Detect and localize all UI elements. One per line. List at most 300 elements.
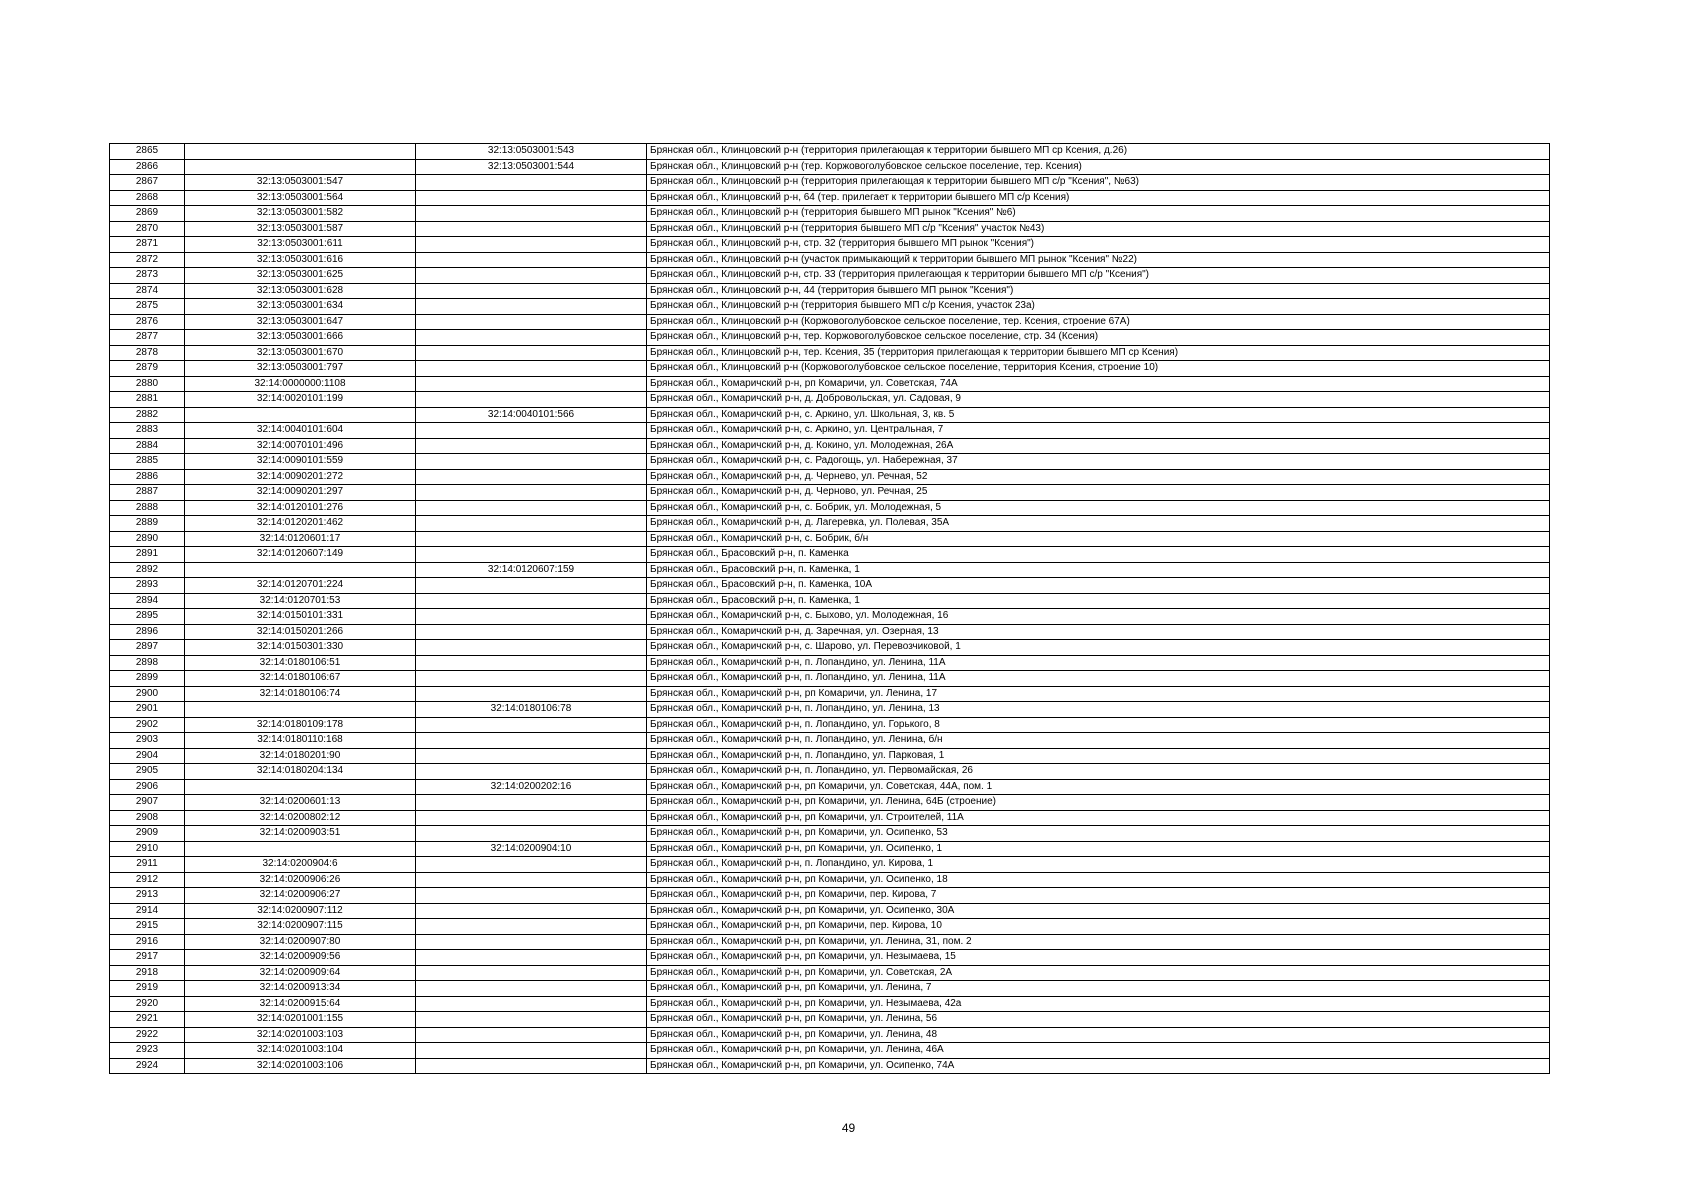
- cadastral-number-cell: 32:14:0200909:56: [185, 950, 416, 966]
- row-number-cell: 2874: [110, 283, 185, 299]
- cadastral-number-alt-cell: [416, 175, 647, 191]
- row-number-cell: 2914: [110, 903, 185, 919]
- row-number-cell: 2871: [110, 237, 185, 253]
- table-row: [110, 624, 1550, 640]
- cadastral-number-cell: 32:14:0120201:462: [185, 516, 416, 532]
- table-row: [110, 609, 1550, 625]
- cadastral-number-cell: 32:13:0503001:625: [185, 268, 416, 284]
- cadastral-number-cell: 32:13:0503001:564: [185, 190, 416, 206]
- row-number-cell: 2872: [110, 252, 185, 268]
- address-cell: Брянская обл., Комаричский р-н, п. Лопандино, ул. Первомайская, 26: [647, 764, 1550, 780]
- table-row: [110, 206, 1550, 222]
- cadastral-number-cell: 32:14:0200913:34: [185, 981, 416, 997]
- cadastral-number-alt-cell: [416, 299, 647, 315]
- cadastral-number-cell: 32:14:0180110:168: [185, 733, 416, 749]
- table-row: [110, 888, 1550, 904]
- address-cell: Брянская обл., Комаричский р-н, д. Лагеревка, ул. Полевая, 35А: [647, 516, 1550, 532]
- cadastral-number-cell: 32:14:0120607:149: [185, 547, 416, 563]
- row-number-cell: 2921: [110, 1012, 185, 1028]
- cadastral-number-alt-cell: [416, 919, 647, 935]
- cadastral-number-cell: 32:13:0503001:628: [185, 283, 416, 299]
- row-number-cell: 2904: [110, 748, 185, 764]
- cadastral-number-alt-cell: 32:14:0200202:16: [416, 779, 647, 795]
- cadastral-number-cell: 32:14:0200915:64: [185, 996, 416, 1012]
- table-row: [110, 996, 1550, 1012]
- address-cell: Брянская обл., Комаричский р-н, рп Комаричи, пер. Кирова, 7: [647, 888, 1550, 904]
- address-cell: Брянская обл., Клинцовский р-н, стр. 33 (территория прилегающая к территории бывшего МП с/р "Ксения"): [647, 268, 1550, 284]
- cadastral-number-cell: [185, 702, 416, 718]
- row-number-cell: 2913: [110, 888, 185, 904]
- table-row: [110, 268, 1550, 284]
- row-number-cell: 2870: [110, 221, 185, 237]
- table-row: [110, 407, 1550, 423]
- address-cell: Брянская обл., Клинцовский р-н (территория прилегающая к территории бывшего МП ср Ксения, д.26): [647, 144, 1550, 160]
- cadastral-number-alt-cell: [416, 593, 647, 609]
- address-cell: Брянская обл., Клинцовский р-н, 44 (территория бывшего МП рынок "Ксения"): [647, 283, 1550, 299]
- row-number-cell: 2865: [110, 144, 185, 160]
- table-row: [110, 454, 1550, 470]
- cadastral-number-cell: 32:13:0503001:797: [185, 361, 416, 377]
- cadastral-number-cell: 32:14:0020101:199: [185, 392, 416, 408]
- row-number-cell: 2876: [110, 314, 185, 330]
- address-cell: Брянская обл., Комаричский р-н, п. Лопандино, ул. Ленина, 13: [647, 702, 1550, 718]
- table-row: [110, 438, 1550, 454]
- cadastral-number-cell: 32:14:0200903:51: [185, 826, 416, 842]
- table-row: [110, 779, 1550, 795]
- address-cell: Брянская обл., Комаричский р-н, рп Комаричи, ул. Незымаева, 42а: [647, 996, 1550, 1012]
- table-row: [110, 221, 1550, 237]
- cadastral-number-alt-cell: [416, 950, 647, 966]
- address-cell: Брянская обл., Комаричский р-н, рп Комаричи, ул. Осипенко, 53: [647, 826, 1550, 842]
- row-number-cell: 2892: [110, 562, 185, 578]
- row-number-cell: 2893: [110, 578, 185, 594]
- address-cell: Брянская обл., Клинцовский р-н (территория бывшего МП рынок "Ксения" №6): [647, 206, 1550, 222]
- cadastral-number-alt-cell: [416, 733, 647, 749]
- table-row: [110, 423, 1550, 439]
- cadastral-number-cell: 32:14:0200907:80: [185, 934, 416, 950]
- table-row: [110, 702, 1550, 718]
- cadastral-number-alt-cell: [416, 934, 647, 950]
- row-number-cell: 2911: [110, 857, 185, 873]
- cadastral-number-cell: 32:14:0200907:112: [185, 903, 416, 919]
- cadastral-number-cell: 32:14:0200802:12: [185, 810, 416, 826]
- cadastral-number-cell: 32:14:0120701:224: [185, 578, 416, 594]
- table-row: [110, 965, 1550, 981]
- address-cell: Брянская обл., Комаричский р-н, рп Комаричи, ул. Ленина, 56: [647, 1012, 1550, 1028]
- row-number-cell: 2867: [110, 175, 185, 191]
- table-row: [110, 795, 1550, 811]
- address-cell: Брянская обл., Комаричский р-н, с. Быхово, ул. Молодежная, 16: [647, 609, 1550, 625]
- table-row: [110, 144, 1550, 160]
- table-row: [110, 919, 1550, 935]
- cadastral-number-alt-cell: [416, 330, 647, 346]
- cadastral-number-alt-cell: [416, 252, 647, 268]
- row-number-cell: 2909: [110, 826, 185, 842]
- row-number-cell: 2891: [110, 547, 185, 563]
- row-number-cell: 2882: [110, 407, 185, 423]
- table-row: [110, 361, 1550, 377]
- cadastral-number-alt-cell: [416, 965, 647, 981]
- cadastral-number-cell: 32:14:0090201:297: [185, 485, 416, 501]
- cadastral-number-alt-cell: [416, 547, 647, 563]
- cadastral-number-cell: 32:14:0201003:104: [185, 1043, 416, 1059]
- cadastral-number-alt-cell: 32:13:0503001:544: [416, 159, 647, 175]
- address-cell: Брянская обл., Комаричский р-н, рп Комаричи, ул. Осипенко, 1: [647, 841, 1550, 857]
- row-number-cell: 2908: [110, 810, 185, 826]
- cadastral-number-cell: 32:14:0180204:134: [185, 764, 416, 780]
- address-cell: Брянская обл., Комаричский р-н, д. Кокино, ул. Молодежная, 26А: [647, 438, 1550, 454]
- address-cell: Брянская обл., Клинцовский р-н (территория бывшего МП с/р "Ксения" участок №43): [647, 221, 1550, 237]
- table-row: [110, 764, 1550, 780]
- cadastral-number-cell: 32:14:0201003:103: [185, 1027, 416, 1043]
- cadastral-number-cell: 32:14:0200906:26: [185, 872, 416, 888]
- cadastral-number-alt-cell: [416, 1012, 647, 1028]
- row-number-cell: 2901: [110, 702, 185, 718]
- table-row: [110, 376, 1550, 392]
- table-row: [110, 934, 1550, 950]
- table-row: [110, 392, 1550, 408]
- cadastral-number-alt-cell: [416, 376, 647, 392]
- address-cell: Брянская обл., Комаричский р-н, рп Комаричи, ул. Ленина, 7: [647, 981, 1550, 997]
- cadastral-number-cell: [185, 144, 416, 160]
- cadastral-number-cell: 32:13:0503001:647: [185, 314, 416, 330]
- row-number-cell: 2905: [110, 764, 185, 780]
- table-row: [110, 500, 1550, 516]
- cadastral-number-cell: [185, 159, 416, 175]
- cadastral-number-alt-cell: [416, 206, 647, 222]
- cadastral-number-cell: [185, 562, 416, 578]
- row-number-cell: 2900: [110, 686, 185, 702]
- cadastral-number-cell: 32:14:0180201:90: [185, 748, 416, 764]
- address-cell: Брянская обл., Комаричский р-н, д. Добровольская, ул. Садовая, 9: [647, 392, 1550, 408]
- row-number-cell: 2873: [110, 268, 185, 284]
- address-cell: Брянская обл., Комаричский р-н, п. Лопандино, ул. Кирова, 1: [647, 857, 1550, 873]
- cadastral-number-alt-cell: [416, 237, 647, 253]
- cadastral-number-alt-cell: 32:14:0120607:159: [416, 562, 647, 578]
- cadastral-number-cell: 32:13:0503001:611: [185, 237, 416, 253]
- table-row: [110, 1027, 1550, 1043]
- row-number-cell: 2918: [110, 965, 185, 981]
- row-number-cell: 2906: [110, 779, 185, 795]
- table-row: [110, 717, 1550, 733]
- row-number-cell: 2875: [110, 299, 185, 315]
- cadastral-number-cell: 32:14:0090201:272: [185, 469, 416, 485]
- table-row: [110, 872, 1550, 888]
- address-cell: Брянская обл., Комаричский р-н, д. Чернево, ул. Речная, 52: [647, 469, 1550, 485]
- cadastral-number-alt-cell: [416, 1058, 647, 1074]
- address-cell: Брянская обл., Клинцовский р-н (Коржовоголубовское сельское поселение, территория Ксения, строение 10): [647, 361, 1550, 377]
- address-cell: Брянская обл., Комаричский р-н, рп Комаричи, ул. Советская, 2А: [647, 965, 1550, 981]
- row-number-cell: 2912: [110, 872, 185, 888]
- cadastral-number-cell: 32:13:0503001:587: [185, 221, 416, 237]
- table-row: [110, 547, 1550, 563]
- cadastral-number-cell: 32:14:0150301:330: [185, 640, 416, 656]
- cadastral-number-alt-cell: [416, 888, 647, 904]
- table-row: [110, 1012, 1550, 1028]
- cadastral-number-cell: 32:13:0503001:666: [185, 330, 416, 346]
- address-cell: Брянская обл., Комаричский р-н, п. Лопандино, ул. Ленина, б/н: [647, 733, 1550, 749]
- table-row: [110, 469, 1550, 485]
- address-cell: Брянская обл., Комаричский р-н, рп Комаричи, ул. Осипенко, 74А: [647, 1058, 1550, 1074]
- cadastral-number-alt-cell: [416, 345, 647, 361]
- row-number-cell: 2887: [110, 485, 185, 501]
- row-number-cell: 2877: [110, 330, 185, 346]
- address-cell: Брянская обл., Комаричский р-н, п. Лопандино, ул. Ленина, 11А: [647, 671, 1550, 687]
- cadastral-number-alt-cell: 32:14:0200904:10: [416, 841, 647, 857]
- cadastral-number-cell: [185, 779, 416, 795]
- cadastral-number-alt-cell: [416, 531, 647, 547]
- row-number-cell: 2878: [110, 345, 185, 361]
- address-cell: Брянская обл., Клинцовский р-н (территория прилегающая к территории бывшего МП с/р "Ксения", №63): [647, 175, 1550, 191]
- table-row: [110, 314, 1550, 330]
- cadastral-number-alt-cell: [416, 1043, 647, 1059]
- address-cell: Брянская обл., Комаричский р-н, рп Комаричи, ул. Осипенко, 18: [647, 872, 1550, 888]
- address-cell: Брянская обл., Комаричский р-н, рп Комаричи, ул. Строителей, 11А: [647, 810, 1550, 826]
- table-row: [110, 981, 1550, 997]
- address-cell: Брянская обл., Комаричский р-н, п. Лопандино, ул. Парковая, 1: [647, 748, 1550, 764]
- cadastral-number-alt-cell: [416, 795, 647, 811]
- row-number-cell: 2922: [110, 1027, 185, 1043]
- row-number-cell: 2896: [110, 624, 185, 640]
- cadastral-number-alt-cell: [416, 624, 647, 640]
- cadastral-number-alt-cell: 32:14:0040101:566: [416, 407, 647, 423]
- cadastral-number-cell: [185, 407, 416, 423]
- cadastral-number-alt-cell: [416, 609, 647, 625]
- cadastral-number-cell: 32:14:0200904:6: [185, 857, 416, 873]
- row-number-cell: 2879: [110, 361, 185, 377]
- row-number-cell: 2910: [110, 841, 185, 857]
- row-number-cell: 2897: [110, 640, 185, 656]
- address-cell: Брянская обл., Комаричский р-н, с. Бобрик, б/н: [647, 531, 1550, 547]
- table-row: [110, 686, 1550, 702]
- row-number-cell: 2886: [110, 469, 185, 485]
- cadastral-number-cell: 32:14:0120601:17: [185, 531, 416, 547]
- row-number-cell: 2880: [110, 376, 185, 392]
- table-row: [110, 159, 1550, 175]
- table-body: [110, 144, 1550, 1074]
- table-row: [110, 516, 1550, 532]
- cadastral-number-alt-cell: [416, 857, 647, 873]
- address-cell: Брянская обл., Комаричский р-н, с. Бобрик, ул. Молодежная, 5: [647, 500, 1550, 516]
- table-row: [110, 748, 1550, 764]
- address-cell: Брянская обл., Клинцовский р-н (участок примыкающий к территории бывшего МП рынок "Ксения" №22): [647, 252, 1550, 268]
- cadastral-number-cell: 32:14:0070101:496: [185, 438, 416, 454]
- cadastral-number-alt-cell: [416, 283, 647, 299]
- table-row: [110, 175, 1550, 191]
- table-row: [110, 345, 1550, 361]
- cadastral-number-alt-cell: [416, 640, 647, 656]
- address-cell: Брянская обл., Клинцовский р-н, тер. Коржовоголубовское сельское поселение, стр. 34 (Ксения): [647, 330, 1550, 346]
- row-number-cell: 2924: [110, 1058, 185, 1074]
- table-row: [110, 252, 1550, 268]
- cadastral-number-cell: 32:14:0180106:51: [185, 655, 416, 671]
- address-cell: Брянская обл., Комаричский р-н, рп Комаричи, ул. Осипенко, 30А: [647, 903, 1550, 919]
- cadastral-number-cell: 32:14:0200907:115: [185, 919, 416, 935]
- cadastral-number-alt-cell: [416, 500, 647, 516]
- cadastral-number-alt-cell: [416, 423, 647, 439]
- table-row: [110, 733, 1550, 749]
- cadastral-number-cell: [185, 841, 416, 857]
- row-number-cell: 2916: [110, 934, 185, 950]
- address-cell: Брянская обл., Клинцовский р-н (тер. Коржовоголубовское сельское поселение, тер. Ксения): [647, 159, 1550, 175]
- cadastral-number-alt-cell: [416, 1027, 647, 1043]
- row-number-cell: 2895: [110, 609, 185, 625]
- row-number-cell: 2894: [110, 593, 185, 609]
- cadastral-number-alt-cell: [416, 454, 647, 470]
- address-cell: Брянская обл., Клинцовский р-н, тер. Ксения, 35 (территория прилегающая к территории бывшего МП ср Ксения): [647, 345, 1550, 361]
- cadastral-number-alt-cell: [416, 748, 647, 764]
- table-row: [110, 640, 1550, 656]
- cadastral-number-alt-cell: [416, 190, 647, 206]
- table-row: [110, 330, 1550, 346]
- address-cell: Брянская обл., Комаричский р-н, рп Комаричи, ул. Незымаева, 15: [647, 950, 1550, 966]
- cadastral-number-alt-cell: [416, 438, 647, 454]
- cadastral-number-cell: 32:14:0201001:155: [185, 1012, 416, 1028]
- table-row: [110, 655, 1550, 671]
- cadastral-number-alt-cell: [416, 469, 647, 485]
- address-cell: Брянская обл., Комаричский р-н, рп Комаричи, ул. Ленина, 31, пом. 2: [647, 934, 1550, 950]
- page-number: 49: [841, 1121, 856, 1135]
- address-cell: Брянская обл., Комаричский р-н, п. Лопандино, ул. Ленина, 11А: [647, 655, 1550, 671]
- row-number-cell: 2923: [110, 1043, 185, 1059]
- cadastral-number-alt-cell: [416, 996, 647, 1012]
- row-number-cell: 2907: [110, 795, 185, 811]
- cadastral-number-cell: 32:13:0503001:616: [185, 252, 416, 268]
- table-row: [110, 531, 1550, 547]
- row-number-cell: 2889: [110, 516, 185, 532]
- cadastral-number-cell: 32:13:0503001:547: [185, 175, 416, 191]
- cadastral-number-alt-cell: 32:13:0503001:543: [416, 144, 647, 160]
- address-cell: Брянская обл., Комаричский р-н, рп Комаричи, ул. Ленина, 64Б (строение): [647, 795, 1550, 811]
- table-row: [110, 841, 1550, 857]
- address-cell: Брянская обл., Комаричский р-н, рп Комаричи, ул. Советская, 74А: [647, 376, 1550, 392]
- table-row: [110, 826, 1550, 842]
- table-row: [110, 578, 1550, 594]
- address-cell: Брянская обл., Брасовский р-н, п. Каменка, 10А: [647, 578, 1550, 594]
- cadastral-number-alt-cell: [416, 671, 647, 687]
- cadastral-number-alt-cell: [416, 981, 647, 997]
- cadastral-number-cell: 32:14:0180109:178: [185, 717, 416, 733]
- address-cell: Брянская обл., Комаричский р-н, рп Комаричи, ул. Ленина, 17: [647, 686, 1550, 702]
- address-cell: Брянская обл., Комаричский р-н, д. Заречная, ул. Озерная, 13: [647, 624, 1550, 640]
- table-row: [110, 1043, 1550, 1059]
- row-number-cell: 2888: [110, 500, 185, 516]
- cadastral-number-cell: 32:13:0503001:670: [185, 345, 416, 361]
- address-cell: Брянская обл., Клинцовский р-н, стр. 32 (территория бывшего МП рынок "Ксения"): [647, 237, 1550, 253]
- table-row: [110, 593, 1550, 609]
- address-cell: Брянская обл., Брасовский р-н, п. Каменка, 1: [647, 562, 1550, 578]
- cadastral-number-cell: 32:14:0201003:106: [185, 1058, 416, 1074]
- address-cell: Брянская обл., Клинцовский р-н, 64 (тер. прилегает к территории бывшего МП с/р Ксения): [647, 190, 1550, 206]
- row-number-cell: 2881: [110, 392, 185, 408]
- cadastral-number-cell: 32:13:0503001:634: [185, 299, 416, 315]
- table-row: [110, 190, 1550, 206]
- address-cell: Брянская обл., Комаричский р-н, рп Комаричи, ул. Ленина, 48: [647, 1027, 1550, 1043]
- cadastral-number-cell: 32:14:0180106:74: [185, 686, 416, 702]
- address-cell: Брянская обл., Комаричский р-н, рп Комаричи, пер. Кирова, 10: [647, 919, 1550, 935]
- address-cell: Брянская обл., Комаричский р-н, д. Черново, ул. Речная, 25: [647, 485, 1550, 501]
- cadastral-number-alt-cell: [416, 717, 647, 733]
- cadastral-number-cell: 32:14:0120101:276: [185, 500, 416, 516]
- cadastral-number-cell: 32:14:0120701:53: [185, 593, 416, 609]
- cadastral-number-cell: 32:14:0150101:331: [185, 609, 416, 625]
- cadastral-number-alt-cell: [416, 810, 647, 826]
- row-number-cell: 2869: [110, 206, 185, 222]
- cadastral-number-alt-cell: [416, 516, 647, 532]
- cadastral-number-alt-cell: [416, 826, 647, 842]
- cadastral-number-alt-cell: [416, 764, 647, 780]
- address-cell: Брянская обл., Комаричский р-н, п. Лопандино, ул. Горького, 8: [647, 717, 1550, 733]
- cadastral-number-alt-cell: [416, 903, 647, 919]
- cadastral-number-alt-cell: [416, 268, 647, 284]
- address-cell: Брянская обл., Клинцовский р-н (территория бывшего МП с/р Ксения, участок 23а): [647, 299, 1550, 315]
- table-row: [110, 237, 1550, 253]
- address-cell: Брянская обл., Комаричский р-н, с. Шарово, ул. Перевозчиковой, 1: [647, 640, 1550, 656]
- cadastral-number-cell: 32:14:0000000:1108: [185, 376, 416, 392]
- address-cell: Брянская обл., Брасовский р-н, п. Каменка, 1: [647, 593, 1550, 609]
- address-cell: Брянская обл., Комаричский р-н, с. Аркино, ул. Центральная, 7: [647, 423, 1550, 439]
- cadastral-number-alt-cell: [416, 578, 647, 594]
- table-row: [110, 950, 1550, 966]
- table-row: [110, 562, 1550, 578]
- cadastral-number-cell: 32:14:0090101:559: [185, 454, 416, 470]
- address-cell: Брянская обл., Клинцовский р-н (Коржовоголубовское сельское поселение, тер. Ксения, строение 67А): [647, 314, 1550, 330]
- row-number-cell: 2902: [110, 717, 185, 733]
- address-cell: Брянская обл., Брасовский р-н, п. Каменка: [647, 547, 1550, 563]
- row-number-cell: 2885: [110, 454, 185, 470]
- address-cell: Брянская обл., Комаричский р-н, рп Комаричи, ул. Ленина, 46А: [647, 1043, 1550, 1059]
- row-number-cell: 2883: [110, 423, 185, 439]
- cadastral-number-cell: 32:13:0503001:582: [185, 206, 416, 222]
- table-row: [110, 485, 1550, 501]
- table-row: [110, 903, 1550, 919]
- cadastral-number-alt-cell: [416, 221, 647, 237]
- table-row: [110, 671, 1550, 687]
- row-number-cell: 2915: [110, 919, 185, 935]
- cadastral-number-alt-cell: [416, 361, 647, 377]
- row-number-cell: 2903: [110, 733, 185, 749]
- cadastral-number-cell: 32:14:0180106:67: [185, 671, 416, 687]
- table-row: [110, 857, 1550, 873]
- row-number-cell: 2899: [110, 671, 185, 687]
- row-number-cell: 2917: [110, 950, 185, 966]
- cadastral-number-cell: 32:14:0040101:604: [185, 423, 416, 439]
- row-number-cell: 2920: [110, 996, 185, 1012]
- row-number-cell: 2890: [110, 531, 185, 547]
- address-cell: Брянская обл., Комаричский р-н, с. Аркино, ул. Школьная, 3, кв. 5: [647, 407, 1550, 423]
- row-number-cell: 2919: [110, 981, 185, 997]
- cadastral-number-cell: 32:14:0200909:64: [185, 965, 416, 981]
- cadastral-number-alt-cell: [416, 872, 647, 888]
- table-row: [110, 810, 1550, 826]
- row-number-cell: 2866: [110, 159, 185, 175]
- address-cell: Брянская обл., Комаричский р-н, рп Комаричи, ул. Советская, 44А, пом. 1: [647, 779, 1550, 795]
- table-row: [110, 283, 1550, 299]
- cadastral-number-cell: 32:14:0200906:27: [185, 888, 416, 904]
- cadastral-number-cell: 32:14:0150201:266: [185, 624, 416, 640]
- row-number-cell: 2898: [110, 655, 185, 671]
- address-cell: Брянская обл., Комаричский р-н, с. Радогощь, ул. Набережная, 37: [647, 454, 1550, 470]
- cadastral-number-alt-cell: [416, 485, 647, 501]
- cadastral-number-alt-cell: [416, 655, 647, 671]
- cadastral-number-cell: 32:14:0200601:13: [185, 795, 416, 811]
- cadastral-number-alt-cell: [416, 392, 647, 408]
- cadastral-number-alt-cell: 32:14:0180106:78: [416, 702, 647, 718]
- row-number-cell: 2884: [110, 438, 185, 454]
- cadastral-number-alt-cell: [416, 314, 647, 330]
- table-row: [110, 299, 1550, 315]
- cadastral-number-alt-cell: [416, 686, 647, 702]
